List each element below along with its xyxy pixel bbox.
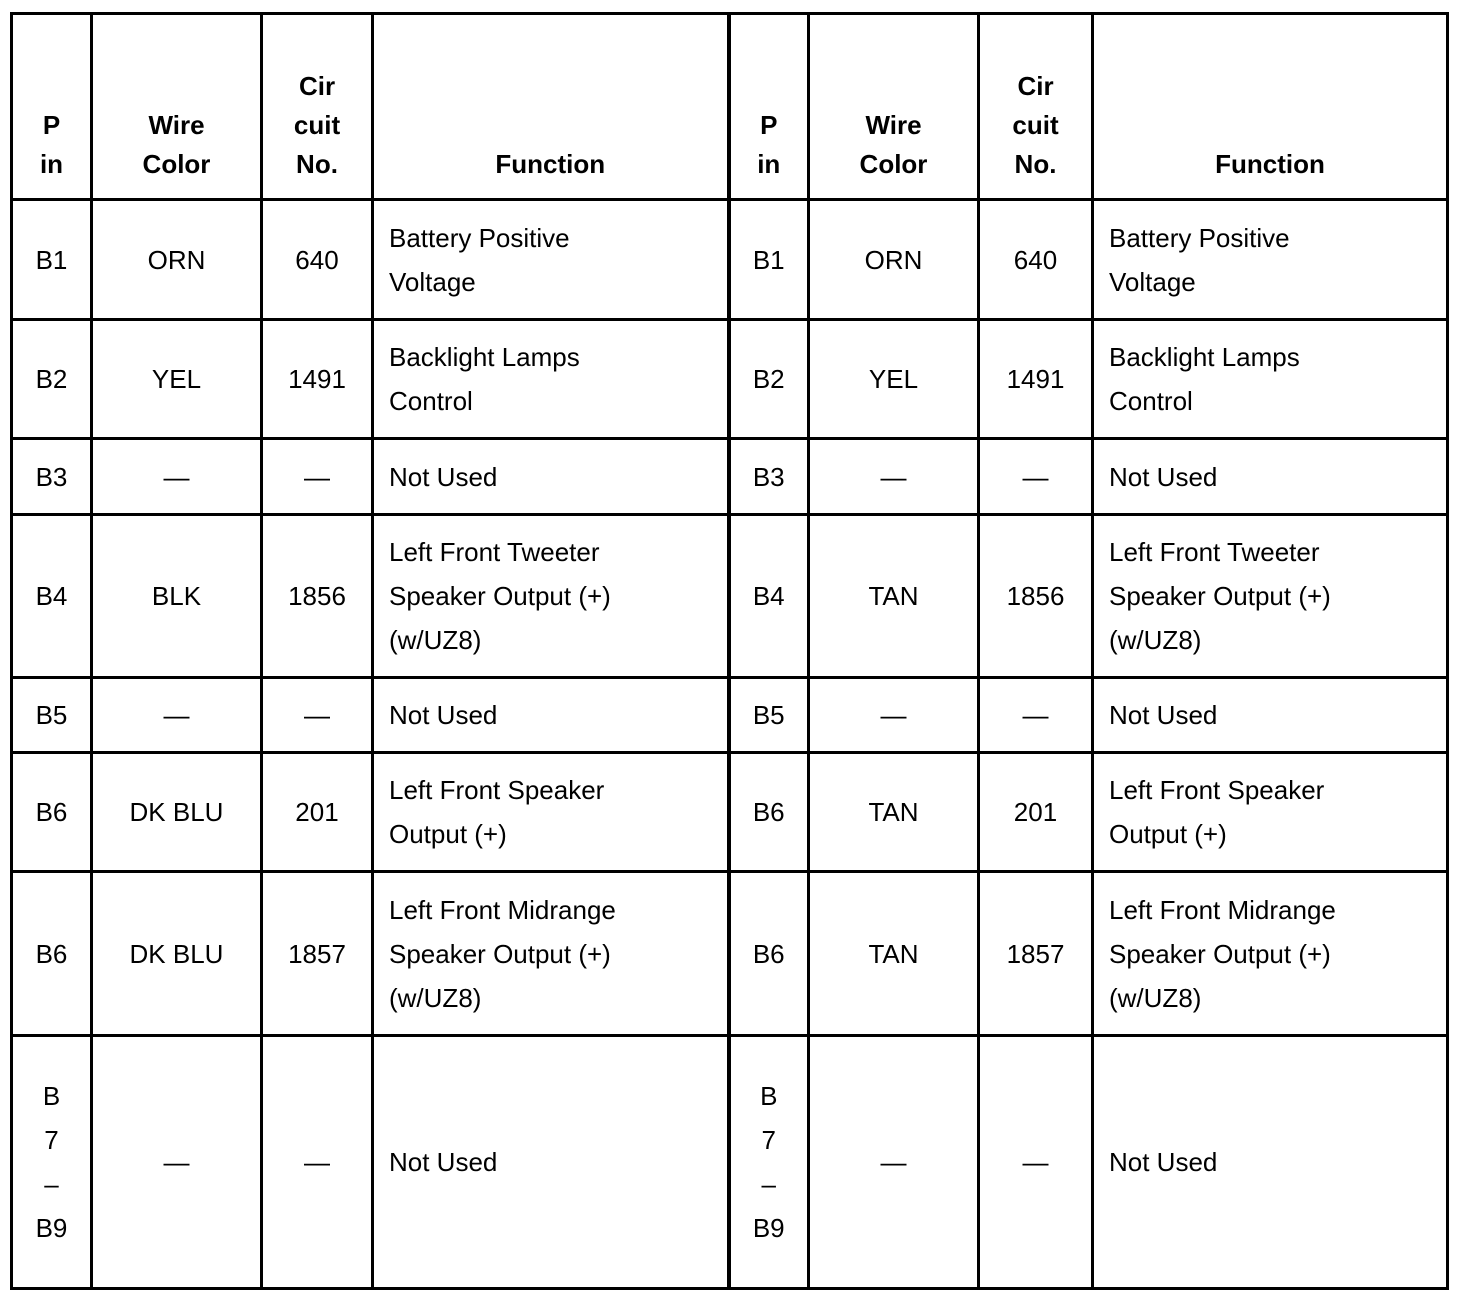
wire-color-cell: — <box>809 678 979 753</box>
function-cell: Not Used <box>1093 678 1448 753</box>
function-cell: Left Front Midrange Speaker Output (+) (w/UZ8) <box>1093 872 1448 1036</box>
pin-cell: B3 <box>12 439 92 515</box>
circuit-cell: 201 <box>979 753 1093 872</box>
table-row <box>12 753 1448 872</box>
function-cell: Not Used <box>373 1036 729 1289</box>
function-cell: Battery Positive Voltage <box>373 200 729 320</box>
pin-cell: B1 <box>729 200 809 320</box>
header-pin: P in <box>729 14 809 200</box>
header-wire-color: Wire Color <box>92 14 262 200</box>
circuit-cell: 1491 <box>262 320 373 439</box>
function-cell: Backlight Lamps Control <box>1093 320 1448 439</box>
pin-cell: B2 <box>729 320 809 439</box>
circuit-cell: 1856 <box>262 515 373 678</box>
pin-cell: B6 <box>12 753 92 872</box>
table-row <box>12 515 1448 678</box>
circuit-cell: — <box>262 439 373 515</box>
wire-color-cell: — <box>809 439 979 515</box>
header-wire-color: Wire Color <box>809 14 979 200</box>
circuit-cell: — <box>979 1036 1093 1289</box>
function-cell: Left Front Tweeter Speaker Output (+) (w/UZ8) <box>373 515 729 678</box>
circuit-cell: — <box>262 678 373 753</box>
pin-cell: B3 <box>729 439 809 515</box>
wire-color-cell: — <box>809 1036 979 1289</box>
table-row <box>12 1036 1448 1289</box>
circuit-cell: 1856 <box>979 515 1093 678</box>
wire-color-cell: ORN <box>92 200 262 320</box>
circuit-cell: — <box>262 1036 373 1289</box>
circuit-cell: 640 <box>979 200 1093 320</box>
function-cell: Left Front Speaker Output (+) <box>1093 753 1448 872</box>
circuit-cell: 1491 <box>979 320 1093 439</box>
pin-cell: B6 <box>729 753 809 872</box>
table-row <box>12 439 1448 515</box>
wire-color-cell: — <box>92 439 262 515</box>
function-cell: Not Used <box>1093 439 1448 515</box>
circuit-cell: — <box>979 439 1093 515</box>
function-cell: Battery Positive Voltage <box>1093 200 1448 320</box>
circuit-cell: 201 <box>262 753 373 872</box>
pin-cell: B 7 – B9 <box>12 1036 92 1289</box>
pin-cell: B6 <box>12 872 92 1036</box>
wire-color-cell: TAN <box>809 872 979 1036</box>
wire-color-cell: BLK <box>92 515 262 678</box>
function-cell: Left Front Tweeter Speaker Output (+) (w/UZ8) <box>1093 515 1448 678</box>
wire-color-cell: — <box>92 1036 262 1289</box>
pin-cell: B6 <box>729 872 809 1036</box>
function-cell: Not Used <box>373 678 729 753</box>
wire-color-cell: TAN <box>809 753 979 872</box>
wire-color-cell: — <box>92 678 262 753</box>
wire-color-cell: TAN <box>809 515 979 678</box>
connector-pinout-table <box>10 12 1449 1290</box>
table-row <box>12 872 1448 1036</box>
pin-cell: B5 <box>729 678 809 753</box>
header-circuit-no: Cir cuit No. <box>262 14 373 200</box>
circuit-cell: 1857 <box>979 872 1093 1036</box>
circuit-cell: — <box>979 678 1093 753</box>
circuit-cell: 640 <box>262 200 373 320</box>
pin-cell: B2 <box>12 320 92 439</box>
wire-color-cell: DK BLU <box>92 753 262 872</box>
function-cell: Backlight Lamps Control <box>373 320 729 439</box>
wire-color-cell: ORN <box>809 200 979 320</box>
wire-color-cell: YEL <box>92 320 262 439</box>
pin-cell: B1 <box>12 200 92 320</box>
wire-color-cell: DK BLU <box>92 872 262 1036</box>
table-row <box>12 678 1448 753</box>
table-row <box>12 200 1448 320</box>
pin-cell: B 7 – B9 <box>729 1036 809 1289</box>
pin-cell: B4 <box>12 515 92 678</box>
pin-cell: B4 <box>729 515 809 678</box>
header-row <box>12 14 1448 200</box>
function-cell: Not Used <box>373 439 729 515</box>
function-cell: Left Front Midrange Speaker Output (+) (w/UZ8) <box>373 872 729 1036</box>
wire-color-cell: YEL <box>809 320 979 439</box>
circuit-cell: 1857 <box>262 872 373 1036</box>
header-function: Function <box>373 14 729 200</box>
header-function: Function <box>1093 14 1448 200</box>
table-row <box>12 320 1448 439</box>
header-pin: P in <box>12 14 92 200</box>
function-cell: Not Used <box>1093 1036 1448 1289</box>
pin-cell: B5 <box>12 678 92 753</box>
header-circuit-no: Cir cuit No. <box>979 14 1093 200</box>
function-cell: Left Front Speaker Output (+) <box>373 753 729 872</box>
